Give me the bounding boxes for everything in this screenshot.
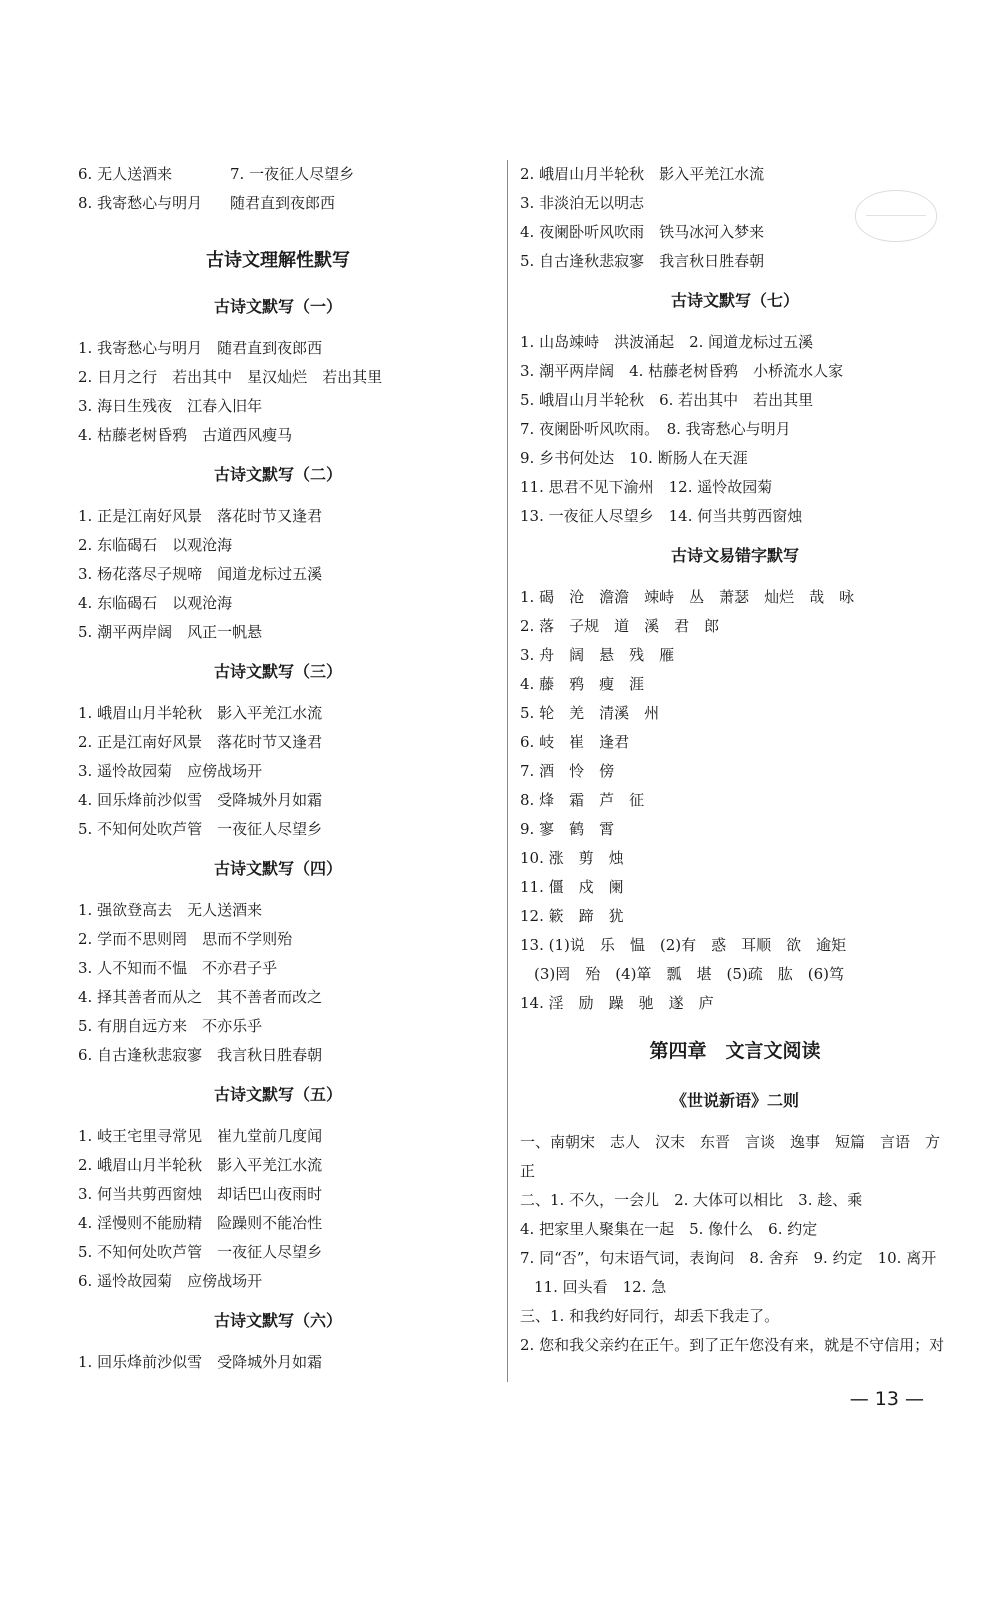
answer-line xyxy=(78,160,478,189)
answer-line: 1. 我寄愁心与明月 随君直到夜郎西 xyxy=(78,339,323,357)
section-7 xyxy=(520,286,950,531)
main-heading: 古诗文理解性默写 xyxy=(206,250,350,271)
section-4 xyxy=(78,854,478,1070)
answer-line: 10. 涨 剪 烛 xyxy=(520,849,624,867)
answer-line: 5. 有朋自远方来 不亦乐乎 xyxy=(78,1017,263,1035)
answer-line: 1. 山岛竦峙 洪波涌起 2. 闻道龙标过五溪 xyxy=(520,333,814,351)
answer-line xyxy=(78,189,478,218)
section-2 xyxy=(78,460,478,647)
answer-line: 3. 海日生残夜 江春入旧年 xyxy=(78,397,263,415)
section-title: 古诗文默写（一） xyxy=(213,297,342,316)
answer-line: 3. 舟 阔 悬 残 雁 xyxy=(520,646,675,664)
answer-line: 2. 日月之行 若出其中 星汉灿烂 若出其里 xyxy=(78,368,383,386)
answer-line: 11. 僵 戍 阑 xyxy=(520,878,624,896)
answer-line: 1. 回乐烽前沙似雪 受降城外月如霜 xyxy=(78,1353,323,1371)
answer-line: 11. 思君不见下渝州 12. 遥怜故园菊 xyxy=(520,478,773,496)
answer-line: 8. 烽 霜 芦 征 xyxy=(520,791,645,809)
section-5 xyxy=(78,1080,478,1296)
answer-line: 3. 杨花落尽子规啼 闻道龙标过五溪 xyxy=(78,565,323,583)
answer-line: 4. 枯藤老树昏鸦 古道西风瘦马 xyxy=(78,426,293,444)
section-title: 古诗文默写（四） xyxy=(213,859,342,878)
answer-line: 4. 夜阑卧听风吹雨 铁马冰河入梦来 xyxy=(520,223,765,241)
answer-line: 1. 碣 沧 澹澹 竦峙 丛 萧瑟 灿烂 哉 咏 xyxy=(520,588,855,606)
column-divider xyxy=(507,160,508,1382)
answer-line: 6. 遥怜故园菊 应傍战场开 xyxy=(78,1272,263,1290)
answer-item: 6. 无人送酒来 xyxy=(78,165,173,183)
chapter-title: 第四章 文言文阅读 xyxy=(649,1040,821,1062)
answer-line: 13. (1)说 乐 愠 (2)有 惑 耳顺 欲 逾矩 xyxy=(520,936,847,954)
answer-line: 4. 把家里人聚集在一起 5. 像什么 6. 约定 xyxy=(520,1220,818,1238)
section-title: 古诗文易错字默写 xyxy=(670,546,799,565)
answer-line: 9. 乡书何处达 10. 断肠人在天涯 xyxy=(520,449,748,467)
answer-line: 二、1. 不久，一会儿 2. 大体可以相比 3. 趁、乘 xyxy=(520,1191,863,1209)
section-9 xyxy=(520,1086,950,1360)
answer-line: 2. 学而不思则罔 思而不学则殆 xyxy=(78,930,293,948)
section-title: 古诗文默写（二） xyxy=(213,465,342,484)
answer-line: 一、南朝宋 志人 汉末 东晋 言谈 逸事 短篇 言语 方正 xyxy=(520,1133,941,1180)
answer-line: 13. 一夜征人尽望乡 14. 何当共剪西窗烛 xyxy=(520,507,803,525)
answer-line: 3. 遥怜故园菊 应傍战场开 xyxy=(78,762,263,780)
answer-line: 5. 潮平两岸阔 风正一帆悬 xyxy=(78,623,263,641)
right-column xyxy=(520,160,950,1364)
answer-item: 7. 一夜征人尽望乡 xyxy=(230,165,355,183)
answer-line: 3. 非淡泊无以明志 xyxy=(520,194,645,212)
page-number: — 13 — xyxy=(849,1388,924,1410)
answer-line: (3)罔 殆 (4)箪 瓢 堪 (5)疏 肱 (6)笃 xyxy=(534,965,844,983)
section-title: 古诗文默写（五） xyxy=(213,1085,342,1104)
answer-line: 4. 回乐烽前沙似雪 受降城外月如霜 xyxy=(78,791,323,809)
answer-line: 4. 淫慢则不能励精 险躁则不能冶性 xyxy=(78,1214,323,1232)
answer-line: 9. 寥 鹤 霄 xyxy=(520,820,615,838)
answer-line: 3. 何当共剪西窗烛 却话巴山夜雨时 xyxy=(78,1185,323,1203)
answer-line: 5. 不知何处吹芦管 一夜征人尽望乡 xyxy=(78,820,323,838)
answer-line: 14. 淫 励 躁 驰 遂 庐 xyxy=(520,994,714,1012)
answer-line: 2. 正是江南好风景 落花时节又逢君 xyxy=(78,733,323,751)
answer-line: 三、1. 和我约好同行，却丢下我走了。 xyxy=(520,1307,780,1325)
answer-line: 2. 峨眉山月半轮秋 影入平羌江水流 xyxy=(520,165,765,183)
answer-line: 5. 不知何处吹芦管 一夜征人尽望乡 xyxy=(78,1243,323,1261)
section-8 xyxy=(520,541,950,1018)
answer-line: 1. 岐王宅里寻常见 崔九堂前几度闻 xyxy=(78,1127,323,1145)
answer-line: 4. 东临碣石 以观沧海 xyxy=(78,594,233,612)
section-3 xyxy=(78,657,478,844)
answer-line: 1. 正是江南好风景 落花时节又逢君 xyxy=(78,507,323,525)
answer-line: 5. 自古逢秋悲寂寥 我言秋日胜春朝 xyxy=(520,252,765,270)
left-column xyxy=(78,160,478,1381)
answer-line: 2. 峨眉山月半轮秋 影入平羌江水流 xyxy=(78,1156,323,1174)
section-title: 古诗文默写（六） xyxy=(213,1311,342,1330)
section-title: 古诗文默写（三） xyxy=(213,662,342,681)
answer-line: 12. 簌 蹄 犹 xyxy=(520,907,624,925)
section-6 xyxy=(78,1306,478,1377)
answer-line: 2. 落 子规 道 溪 君 郎 xyxy=(520,617,720,635)
section-title: 《世说新语》二则 xyxy=(670,1091,799,1110)
answer-line: 6. 自古逢秋悲寂寥 我言秋日胜春朝 xyxy=(78,1046,323,1064)
answer-line: 5. 峨眉山月半轮秋 6. 若出其中 若出其里 xyxy=(520,391,814,409)
answer-line: 2. 东临碣石 以观沧海 xyxy=(78,536,233,554)
answer-line: 4. 择其善者而从之 其不善者而改之 xyxy=(78,988,323,1006)
answer-line: 1. 强欲登高去 无人送酒来 xyxy=(78,901,263,919)
answer-line: 5. 轮 羌 清溪 州 xyxy=(520,704,660,722)
answer-line: 11. 回头看 12. 急 xyxy=(534,1278,667,1296)
answer-line: 7. 同“否”，句末语气词，表询问 8. 舍弃 9. 约定 10. 离开 xyxy=(520,1249,937,1267)
answer-line: 1. 峨眉山月半轮秋 影入平羌江水流 xyxy=(78,704,323,722)
answer-line: 3. 人不知而不愠 不亦君子乎 xyxy=(78,959,278,977)
answer-item: 8. 我寄愁心与明月 xyxy=(78,194,203,212)
section-title: 古诗文默写（七） xyxy=(670,291,799,310)
answer-line: 6. 岐 崔 逢君 xyxy=(520,733,630,751)
answer-line: 2. 您和我父亲约在正午。到了正午您没有来，就是不守信用；对 xyxy=(520,1336,945,1354)
answer-item: 随君直到夜郎西 xyxy=(230,194,336,212)
answer-line: 3. 潮平两岸阔 4. 枯藤老树昏鸦 小桥流水人家 xyxy=(520,362,844,380)
section-1 xyxy=(78,292,478,450)
answer-line: 4. 藤 鸦 瘦 涯 xyxy=(520,675,645,693)
answer-line: 7. 酒 怜 傍 xyxy=(520,762,615,780)
answer-line: 7. 夜阑卧听风吹雨。 8. 我寄愁心与明月 xyxy=(520,420,791,438)
